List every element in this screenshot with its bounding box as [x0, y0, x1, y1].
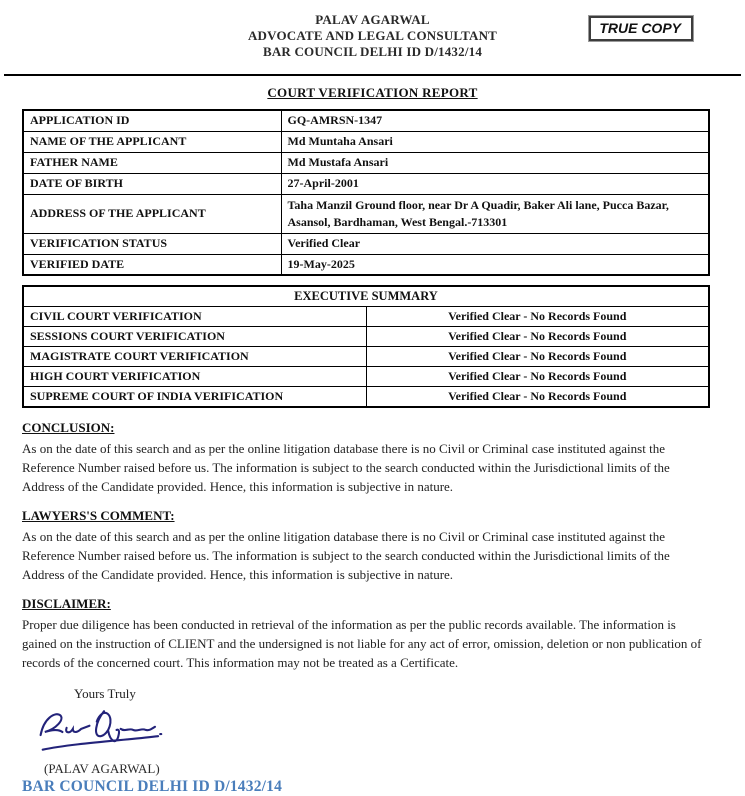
table-row — [23, 173, 709, 194]
table-row — [23, 233, 709, 254]
applicant-details-table — [22, 109, 710, 276]
lawyers-comment-heading: LAWYERS'S COMMENT: — [22, 508, 175, 523]
court-label: SUPREME COURT OF INDIA VERIFICATION — [23, 387, 366, 408]
court-result: Verified Clear - No Records Found — [366, 307, 709, 327]
table-row — [23, 327, 709, 347]
field-value: 19-May-2025 — [281, 254, 709, 275]
field-label: FATHER NAME — [23, 152, 281, 173]
field-label: VERIFICATION STATUS — [23, 233, 281, 254]
field-value: 27-April-2001 — [281, 173, 709, 194]
table-row — [23, 387, 709, 408]
disclaimer-body: Proper due diligence has been conducted in retrieval of the information as per the public records available. The information is gained on the instruction of CLIENT and the undersigned is not liable for any act of error, omission, deletion or non publication of records of the concerned court. This information may not be treated as a Certificate. — [22, 617, 702, 670]
field-label: VERIFIED DATE — [23, 254, 281, 275]
field-value: Verified Clear — [281, 233, 709, 254]
divider-line — [4, 74, 741, 76]
table-row — [23, 194, 709, 233]
conclusion-body: As on the date of this search and as per the online litigation database there is no Civil or Criminal case instituted against the Reference Number raised before us. The information is subject to the search conducted within the Jurisdictional limits of the Address of the Candidate provided. Hence, this information is subjective in nature. — [22, 441, 670, 494]
court-result: Verified Clear - No Records Found — [366, 387, 709, 408]
court-result: Verified Clear - No Records Found — [366, 347, 709, 367]
table-header-row — [23, 286, 709, 307]
advocate-name: PALAV AGARWAL — [315, 12, 430, 27]
advocate-title: ADVOCATE AND LEGAL CONSULTANT — [247, 28, 498, 43]
field-label: DATE OF BIRTH — [23, 173, 281, 194]
field-value: Md Mustafa Ansari — [281, 152, 709, 173]
court-label: SESSIONS COURT VERIFICATION — [23, 327, 366, 347]
lawyers-comment-body: As on the date of this search and as per the online litigation database there is no Civil or Criminal case instituted against the Reference Number raised before us. The information is subject to the search conducted within the Jurisdictional limits of the Address of the Candidate provided. Hence, this information is subjective in nature. — [22, 529, 670, 582]
signature-block — [22, 686, 745, 796]
field-label: ADDRESS OF THE APPLICANT — [23, 194, 281, 233]
field-label: NAME OF THE APPLICANT — [23, 131, 281, 152]
closing-salutation: Yours Truly — [74, 686, 136, 701]
table-row — [23, 254, 709, 275]
disclaimer-section — [22, 596, 710, 672]
signature-strokes — [41, 711, 162, 749]
table-row — [23, 307, 709, 327]
court-label: HIGH COURT VERIFICATION — [23, 367, 366, 387]
court-result: Verified Clear - No Records Found — [366, 367, 709, 387]
table-row — [23, 131, 709, 152]
field-value: Md Muntaha Ansari — [281, 131, 709, 152]
disclaimer-heading: DISCLAIMER: — [22, 596, 111, 611]
field-value: Taha Manzil Ground floor, near Dr A Quadir, Baker Ali lane, Pucca Bazar, Asansol, Bardhaman, West Bengal.-713301 — [281, 194, 709, 233]
true-copy-stamp: TRUE COPY — [589, 16, 693, 41]
executive-summary-table — [22, 285, 710, 408]
conclusion-section — [22, 420, 710, 496]
court-result: Verified Clear - No Records Found — [366, 327, 709, 347]
table-row — [23, 347, 709, 367]
executive-summary-header: EXECUTIVE SUMMARY — [23, 286, 709, 307]
field-label: APPLICATION ID — [23, 110, 281, 131]
signatory-name: (PALAV AGARWAL) — [44, 761, 160, 776]
signature-bar-council-id: BAR COUNCIL DELHI ID D/1432/14 — [22, 778, 283, 795]
table-row — [23, 152, 709, 173]
court-label: CIVIL COURT VERIFICATION — [23, 307, 366, 327]
table-row — [23, 367, 709, 387]
advocate-bar-id: BAR COUNCIL DELHI ID D/1432/14 — [262, 44, 483, 59]
conclusion-heading: CONCLUSION: — [22, 420, 115, 435]
court-label: MAGISTRATE COURT VERIFICATION — [23, 347, 366, 367]
table-row — [23, 110, 709, 131]
report-title: COURT VERIFICATION REPORT — [267, 85, 478, 100]
handwritten-signature — [34, 706, 172, 758]
field-value: GQ-AMRSN-1347 — [281, 110, 709, 131]
lawyers-comment-section — [22, 508, 710, 584]
